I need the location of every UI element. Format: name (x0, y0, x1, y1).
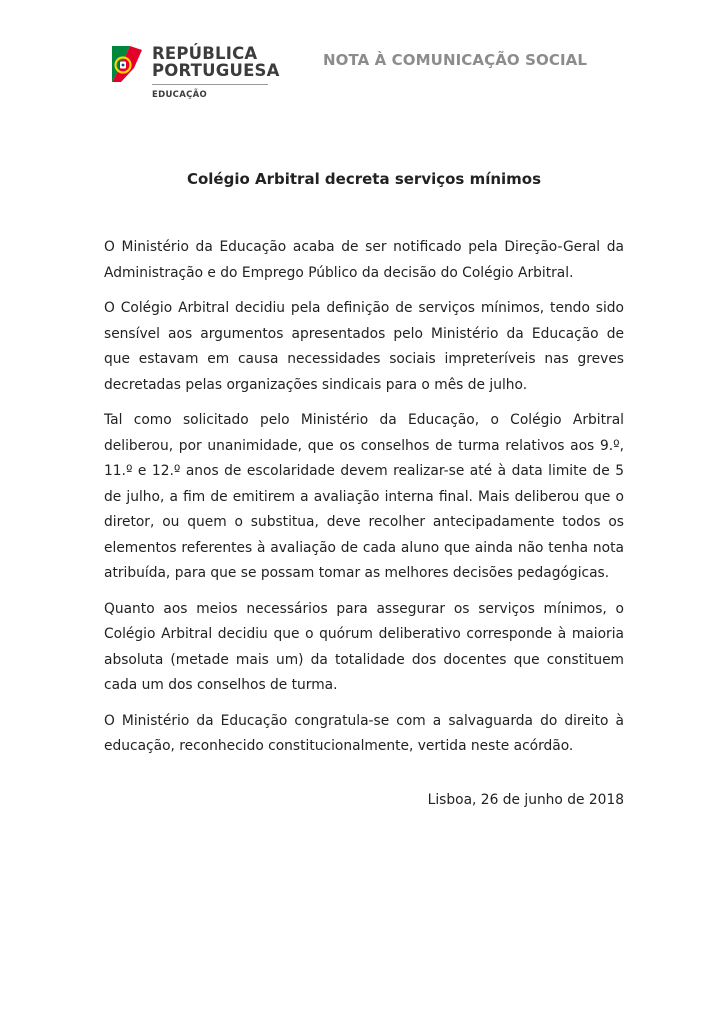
logo-line-republica: REPÚBLICA (152, 44, 258, 63)
document-title: Colégio Arbitral decreta serviços mínimos (186, 170, 542, 188)
republica-portuguesa-logo (108, 42, 280, 104)
body-paragraph: O Colégio Arbitral decidiu pela definição de serviços mínimos, tendo sido sensível aos argumentos apresentados pelo Ministério da Educação de que estavam em causa necessidades sociais impreteríveis nas greves decretadas pelas organizações sindicais para o mês de julho. (104, 300, 624, 393)
logo-divider (152, 84, 268, 85)
press-release-label: NOTA À COMUNICAÇÃO SOCIAL (322, 51, 587, 69)
body-paragraph: O Ministério da Educação acaba de ser notificado pela Direção-Geral da Administração e do Emprego Público da decisão do Colégio Arbitral. (104, 239, 624, 281)
document-body (104, 235, 624, 770)
logo-line-portuguesa: PORTUGUESA (152, 61, 280, 80)
body-paragraph: Quanto aos meios necessários para assegurar os serviços mínimos, o Colégio Arbitral decidiu que o quórum deliberativo corresponde à maioria absoluta (metade mais um) da totalidade dos docentes que constituem cada um dos conselhos de turma. (104, 600, 624, 693)
logo-department: EDUCAÇÃO (152, 90, 208, 100)
portuguese-flag-emblem-icon (108, 44, 146, 84)
body-paragraph: Tal como solicitado pelo Ministério da Educação, o Colégio Arbitral deliberou, por unanimidade, que os conselhos de turma relativos aos 9.º, 11.º e 12.º anos de escolaridade devem realizar-se até à data limite de 5 de julho, a fim de emitirem a avaliação interna final. Mais deliberou que o diretor, ou quem o substitua, deve recolher antecipadamente todos os elementos referentes à avaliação de cada aluno que ainda não tenha nota atribuída, para que se possam tomar as melhores decisões pedagógicas. (104, 412, 624, 581)
place-and-date: Lisboa, 26 de junho de 2018 (427, 792, 624, 808)
body-paragraph: O Ministério da Educação congratula-se com a salvaguarda do direito à educação, reconhecido constitucionalmente, vertida neste acórdão. (104, 712, 624, 754)
